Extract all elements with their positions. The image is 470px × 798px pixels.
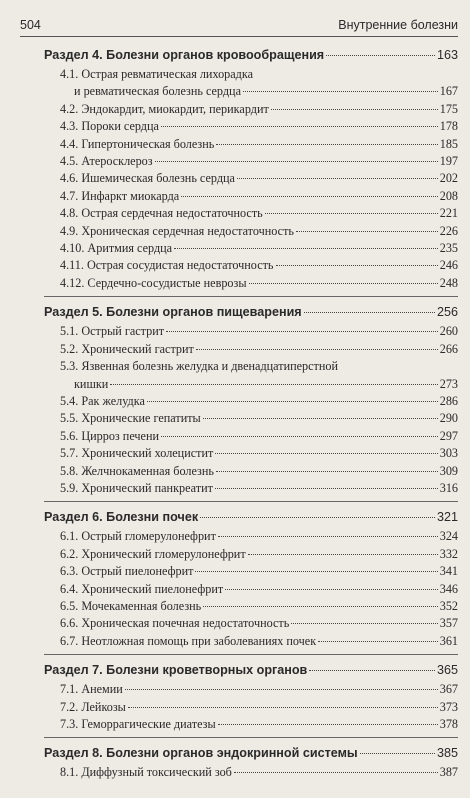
dot-leader xyxy=(195,571,437,572)
entry-page: 346 xyxy=(439,581,458,596)
entry-page: 197 xyxy=(439,154,458,169)
entry-title: 4.3. Пороки сердца xyxy=(60,119,159,134)
entry-title: 7.3. Геморрагические диатезы xyxy=(60,717,216,731)
toc-entry[interactable] xyxy=(60,358,458,393)
section-title: Раздел 7. Болезни кроветворных органов xyxy=(44,663,308,678)
entry-title: 6.7. Неотложная помощь при заболеваниях почек xyxy=(60,633,317,648)
entry-page: 341 xyxy=(439,564,458,579)
entry-page: 367 xyxy=(439,682,458,697)
toc-section xyxy=(0,742,470,781)
dot-leader xyxy=(225,589,438,590)
entry-page: 361 xyxy=(439,633,458,648)
section-title: Раздел 8. Болезни органов эндокринной системы xyxy=(44,746,358,761)
section-page: 365 xyxy=(436,663,458,678)
entry-title: 4.7. Инфаркт миокарда xyxy=(60,188,180,203)
section-title: Раздел 6. Болезни почек xyxy=(44,510,199,525)
entry-title: 5.6. Цирроз печени xyxy=(60,428,160,443)
entry-page: 286 xyxy=(439,393,458,408)
toc-section xyxy=(0,506,470,650)
dot-leader xyxy=(248,554,438,555)
dot-leader xyxy=(110,384,437,385)
entry-page: 260 xyxy=(439,324,458,339)
table-of-contents xyxy=(0,44,470,782)
entry-page: 221 xyxy=(439,206,458,221)
toc-entry[interactable] xyxy=(60,480,458,497)
entry-page: 248 xyxy=(439,275,458,290)
dot-leader xyxy=(218,724,438,725)
toc-entry[interactable] xyxy=(60,699,458,716)
entry-page: 357 xyxy=(439,616,458,631)
entry-title: и ревматическая болезнь сердца xyxy=(74,84,241,99)
section-page: 163 xyxy=(436,48,458,62)
dot-leader xyxy=(181,196,438,197)
entry-title: 5.7. Хронический холецистит xyxy=(60,446,214,461)
section-title-row[interactable] xyxy=(44,659,458,681)
entry-page: 309 xyxy=(439,463,458,478)
toc-entry[interactable] xyxy=(60,188,458,205)
toc-entry[interactable] xyxy=(60,240,458,257)
toc-section xyxy=(0,44,470,292)
entry-title: 6.3. Острый пиелонефрит xyxy=(60,564,194,579)
entry-page: 332 xyxy=(439,546,458,561)
toc-entry[interactable] xyxy=(60,410,458,427)
toc-entry[interactable] xyxy=(60,581,458,598)
entry-title: 5.9. Хронический панкреатит xyxy=(60,480,213,495)
entry-page: 208 xyxy=(439,188,458,203)
dot-leader xyxy=(196,349,438,350)
toc-entry[interactable] xyxy=(60,445,458,462)
entry-page: 387 xyxy=(439,765,458,780)
section-page: 385 xyxy=(436,746,458,761)
toc-entry[interactable] xyxy=(60,528,458,545)
dot-leader xyxy=(216,144,437,145)
entry-title: 6.5. Мочекаменная болезнь xyxy=(60,598,202,613)
dot-leader xyxy=(216,471,438,472)
dot-leader xyxy=(291,623,437,624)
toc-entry[interactable] xyxy=(60,275,458,292)
entry-title: 7.1. Анемии xyxy=(60,682,123,697)
page-number: 504 xyxy=(20,18,41,32)
toc-entry[interactable] xyxy=(60,563,458,580)
dot-leader xyxy=(318,641,438,642)
dot-leader xyxy=(215,488,438,489)
toc-entry[interactable] xyxy=(60,136,458,153)
entry-page: 226 xyxy=(439,223,458,238)
entry-page: 297 xyxy=(439,428,458,443)
entry-page: 202 xyxy=(439,171,458,186)
dot-leader xyxy=(249,283,438,284)
toc-entry[interactable] xyxy=(60,716,458,733)
toc-entry[interactable] xyxy=(60,205,458,222)
dot-leader xyxy=(309,670,435,671)
entry-page: 303 xyxy=(439,446,458,461)
entry-title: 4.10. Аритмия сердца xyxy=(60,241,173,256)
dot-leader xyxy=(237,178,438,179)
toc-entry[interactable] xyxy=(60,764,458,781)
toc-entry[interactable] xyxy=(60,428,458,445)
section-page: 256 xyxy=(436,305,458,320)
entry-title: 6.6. Хроническая почечная недостаточность xyxy=(60,616,290,631)
entry-title: 7.2. Лейкозы xyxy=(60,699,126,714)
entry-page: 352 xyxy=(439,598,458,613)
entry-page: 175 xyxy=(439,101,458,116)
dot-leader xyxy=(276,265,438,266)
dot-leader xyxy=(215,453,437,454)
section-divider xyxy=(44,654,458,655)
dot-leader xyxy=(203,418,438,419)
section-title-row[interactable] xyxy=(44,44,458,66)
toc-entry[interactable] xyxy=(60,393,458,410)
entry-page: 246 xyxy=(439,258,458,273)
section-title-row[interactable] xyxy=(44,742,458,764)
dot-leader xyxy=(155,161,438,162)
entry-title: 6.4. Хронический пиелонефрит xyxy=(60,581,224,596)
entry-page: 178 xyxy=(439,119,458,134)
dot-leader xyxy=(161,126,438,127)
entry-title: 4.11. Острая сосудистая недостаточность xyxy=(60,258,274,273)
toc-entry[interactable] xyxy=(60,223,458,240)
toc-entry[interactable] xyxy=(60,323,458,340)
entry-title: 4.12. Сердечно-сосудистые неврозы xyxy=(60,275,247,290)
dot-leader xyxy=(161,436,438,437)
entry-page: 235 xyxy=(439,241,458,256)
entry-title: 5.1. Острый гастрит xyxy=(60,324,165,339)
dot-leader xyxy=(200,517,435,518)
section-title: Раздел 4. Болезни органов кровообращения xyxy=(44,48,325,62)
toc-entry[interactable] xyxy=(60,66,458,101)
entry-title: 4.8. Острая сердечная недостаточность xyxy=(60,206,263,221)
entry-page: 167 xyxy=(439,84,458,99)
section-divider xyxy=(44,501,458,502)
entry-title: 4.2. Эндокардит, миокардит, перикардит xyxy=(60,101,269,116)
dot-leader xyxy=(147,401,438,402)
entry-page: 324 xyxy=(439,529,458,544)
toc-entry[interactable] xyxy=(60,615,458,632)
entry-title: 6.1. Острый гломерулонефрит xyxy=(60,529,216,544)
toc-entry[interactable] xyxy=(60,118,458,135)
dot-leader xyxy=(234,772,438,773)
entry-title: кишки xyxy=(74,376,109,391)
toc-entry[interactable] xyxy=(60,546,458,563)
entry-page: 266 xyxy=(439,341,458,356)
entry-title: 4.5. Атеросклероз xyxy=(60,154,153,169)
toc-entry[interactable] xyxy=(60,170,458,187)
dot-leader xyxy=(203,606,437,607)
toc-section xyxy=(0,301,470,497)
dot-leader xyxy=(296,231,438,232)
entry-title: 4.4. Гипертоническая болезнь xyxy=(60,136,215,151)
entry-title: 5.4. Рак желудка xyxy=(60,393,145,408)
toc-entry[interactable] xyxy=(60,598,458,615)
entry-title: 4.9. Хроническая сердечная недостаточность xyxy=(60,223,294,238)
toc-entry[interactable] xyxy=(60,257,458,274)
running-header xyxy=(20,16,458,37)
running-title: Внутренние болезни xyxy=(338,18,458,32)
entry-title: 5.8. Желчнокаменная болезнь xyxy=(60,463,214,478)
entry-page: 378 xyxy=(439,717,458,731)
toc-section xyxy=(0,659,470,733)
dot-leader xyxy=(326,55,435,56)
section-divider xyxy=(44,296,458,297)
entry-page: 290 xyxy=(439,411,458,426)
entry-page: 373 xyxy=(439,699,458,714)
section-title-row[interactable] xyxy=(44,506,458,528)
dot-leader xyxy=(271,109,438,110)
dot-leader xyxy=(174,248,438,249)
entry-page: 185 xyxy=(439,136,458,151)
entry-title: 4.1. Острая ревматическая лихорадка xyxy=(60,67,254,81)
entry-title: 5.2. Хронический гастрит xyxy=(60,341,194,356)
entry-title: 8.1. Диффузный токсический зоб xyxy=(60,765,232,780)
toc-entry[interactable] xyxy=(60,633,458,650)
entry-title: 5.5. Хронические гепатиты xyxy=(60,411,201,426)
section-title-row[interactable] xyxy=(44,301,458,323)
dot-leader xyxy=(243,91,438,92)
section-page: 321 xyxy=(436,510,458,525)
toc-entry[interactable] xyxy=(60,341,458,358)
entry-page: 316 xyxy=(439,480,458,495)
dot-leader xyxy=(218,536,438,537)
toc-entry[interactable] xyxy=(60,463,458,480)
dot-leader xyxy=(360,753,435,754)
dot-leader xyxy=(125,689,438,690)
dot-leader xyxy=(304,312,435,313)
toc-entry[interactable] xyxy=(60,153,458,170)
toc-entry[interactable] xyxy=(60,681,458,698)
entry-title: 4.6. Ишемическая болезнь сердца xyxy=(60,171,235,186)
entry-page: 273 xyxy=(439,376,458,391)
section-title: Раздел 5. Болезни органов пищеварения xyxy=(44,305,302,320)
toc-entry[interactable] xyxy=(60,101,458,118)
entry-title: 6.2. Хронический гломерулонефрит xyxy=(60,546,246,561)
dot-leader xyxy=(265,213,438,214)
section-divider xyxy=(44,737,458,738)
dot-leader xyxy=(166,331,438,332)
dot-leader xyxy=(128,707,438,708)
entry-title: 5.3. Язвенная болезнь желудка и двенадцатиперстной xyxy=(60,359,339,374)
